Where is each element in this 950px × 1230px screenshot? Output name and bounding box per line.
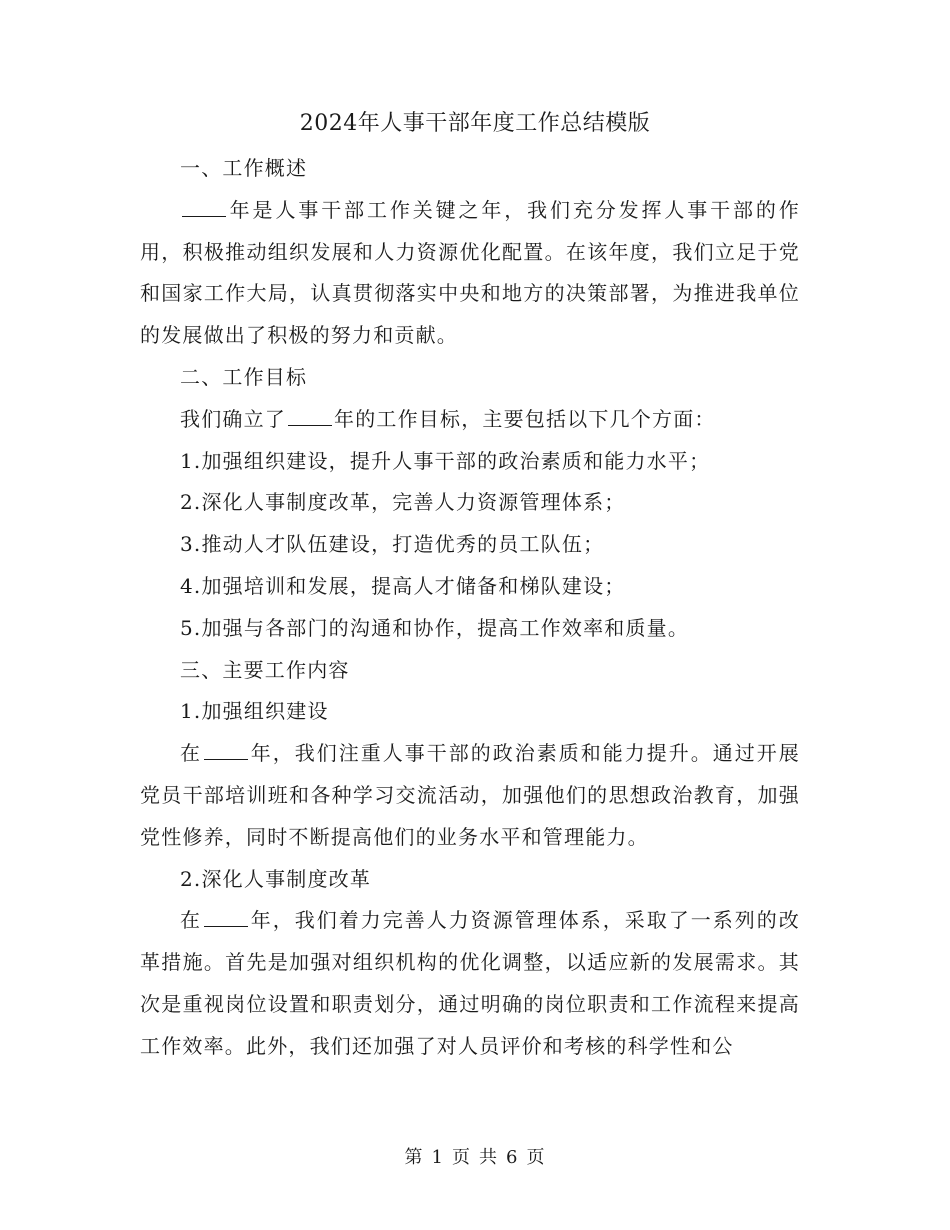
document-body	[140, 148, 800, 1068]
page-label-suffix: 页	[526, 1147, 546, 1168]
list-item: 5.加强与各部门的沟通和协作，提高工作效率和质量。	[180, 615, 690, 640]
paragraph-goals-intro	[140, 399, 800, 441]
blank-field	[204, 758, 248, 760]
page-footer	[0, 1143, 950, 1173]
current-page-number: 1	[431, 1147, 444, 1168]
paragraph-overview	[140, 190, 800, 357]
paragraph-text: 年是人事干部工作关键之年，我们充分发挥人事干部的作用，积极推动组织发展和人力资源优化配置。在该年度，我们立足于党和国家工作大局，认真贯彻落实中央和地方的决策部署，为推进我单位的发展做出了积极的努力和贡献。	[140, 197, 800, 348]
paragraph-text-pre: 在	[180, 908, 202, 933]
list-item: 4.加强培训和发展，提高人才储备和梯队建设；	[180, 573, 626, 598]
subheading-hr-reform: 2.深化人事制度改革	[180, 866, 372, 891]
list-item: 2.深化人事制度改革，完善人力资源管理体系；	[180, 490, 626, 515]
paragraph-text: 年，我们着力完善人力资源管理体系，采取了一系列的改革措施。首先是加强对组织机构的优化调整，以适应新的发展需求。其次是重视岗位设置和职责划分，通过明确的岗位职责和工作流程来提高工作效率。此外，我们还加强了对人员评价和考核的科学性和公	[140, 908, 800, 1058]
section-heading-main-work: 三、主要工作内容	[180, 657, 350, 682]
section-heading-overview: 一、工作概述	[180, 156, 308, 180]
page-label-mid: 页	[452, 1147, 471, 1168]
paragraph-text: 年的工作目标，主要包括以下几个方面：	[334, 406, 716, 431]
paragraph-org-building	[140, 733, 800, 858]
paragraph-text-pre: 我们确立了	[180, 406, 286, 431]
list-item: 3.推动人才队伍建设，打造优秀的员工队伍；	[180, 532, 605, 557]
section-heading-goals: 二、工作目标	[180, 364, 308, 389]
blank-field	[288, 424, 332, 426]
subheading-org-building: 1.加强组织建设	[180, 699, 329, 724]
paragraph-hr-reform	[140, 900, 800, 1067]
paragraph-text-pre: 在	[180, 741, 202, 766]
blank-field	[204, 925, 248, 927]
paragraph-text: 年，我们注重人事干部的政治素质和能力提升。通过开展党员干部培训班和各种学习交流活动，加强他们的思想政治教育，加强党性修养，同时不断提高他们的业务水平和管理能力。	[140, 741, 800, 849]
page-label-total-prefix: 共	[479, 1147, 498, 1168]
blank-field	[182, 215, 226, 217]
total-pages-number: 6	[506, 1147, 519, 1168]
document-title: 2024年人事干部年度工作总结模版	[299, 111, 651, 136]
page-label-prefix: 第	[404, 1147, 424, 1168]
list-item: 1.加强组织建设，提升人事干部的政治素质和能力水平；	[180, 448, 711, 473]
